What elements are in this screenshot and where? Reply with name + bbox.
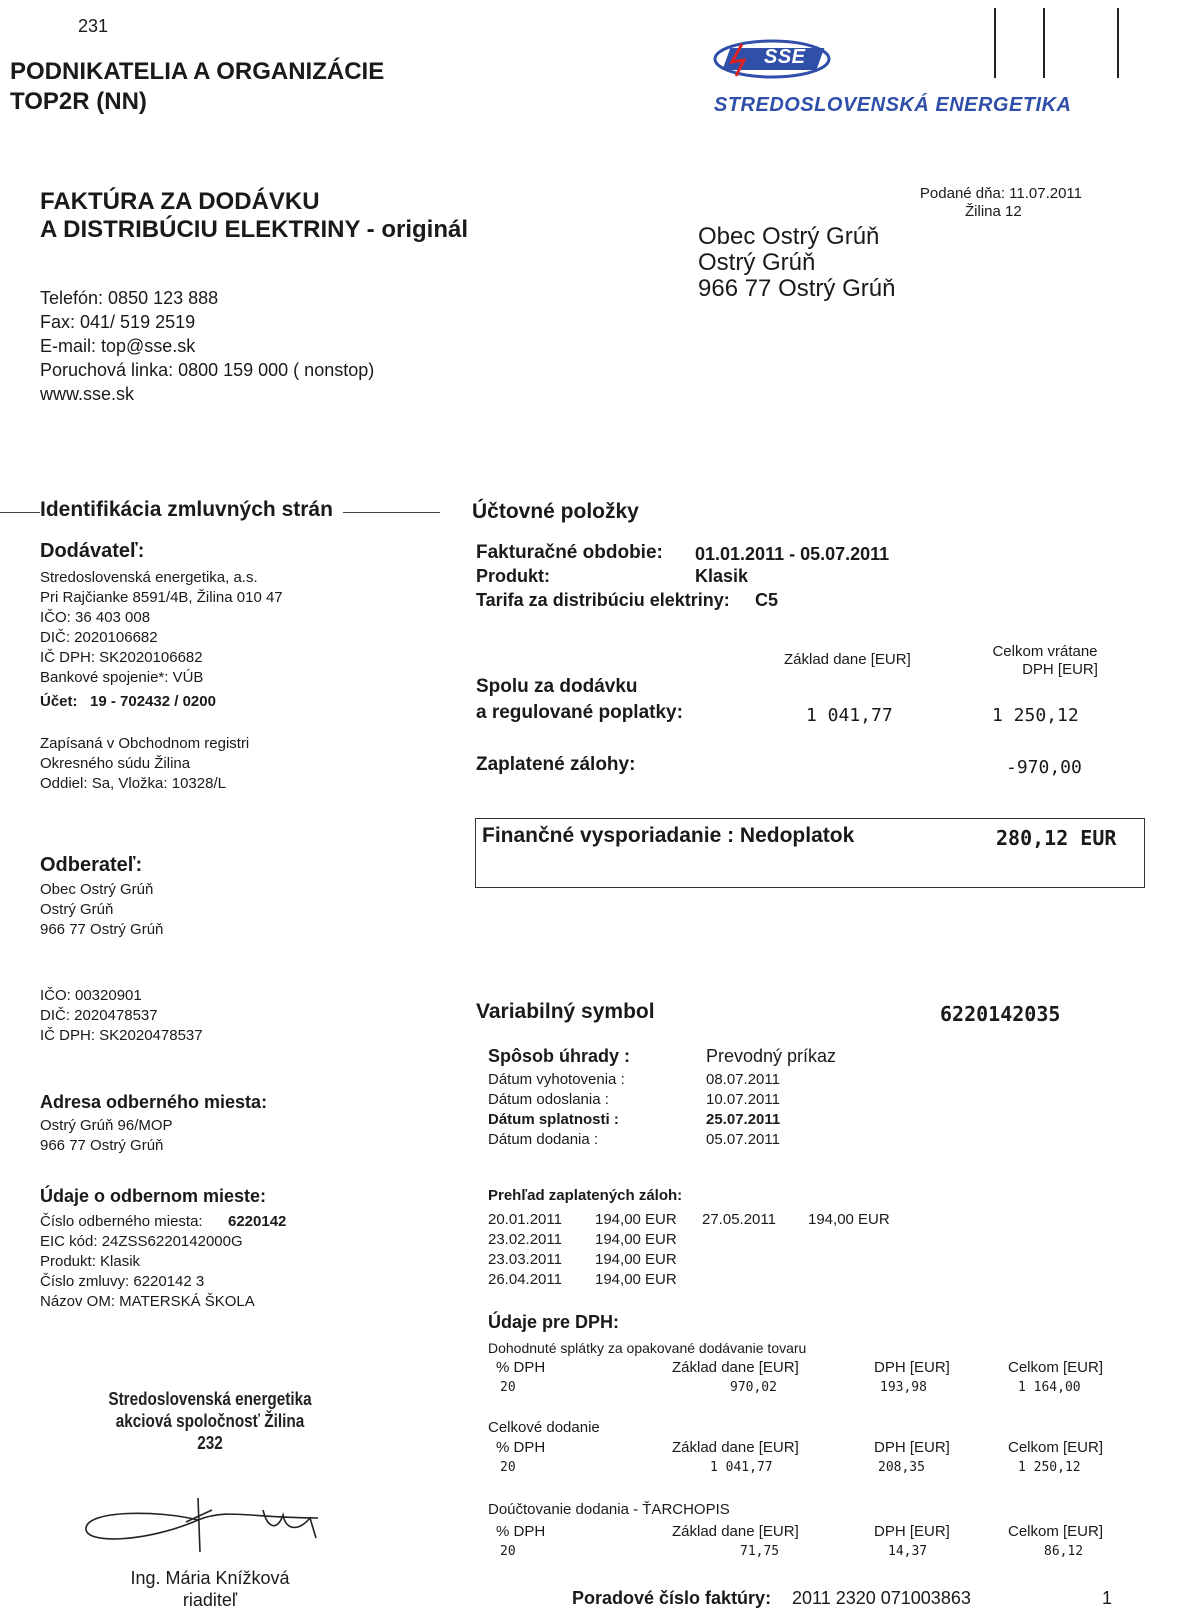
invoice-subtitle: A DISTRIBÚCIU ELEKTRINY - originál bbox=[40, 216, 469, 243]
account-label: Účet: bbox=[40, 693, 78, 710]
registry-line: Oddiel: Sa, Vložka: 10328/L bbox=[40, 775, 226, 792]
vat-total: 1 164,00 bbox=[1018, 1380, 1081, 1395]
site-details bbox=[40, 1232, 255, 1312]
customer-line: Obec Ostrý Grúň bbox=[40, 881, 154, 898]
signatory-name: Ing. Mária Knížková bbox=[130, 1568, 290, 1588]
sse-logo-letters: SSE bbox=[764, 46, 806, 68]
site-number-label: Číslo odberného miesta: bbox=[40, 1213, 203, 1230]
period-label: Fakturačné obdobie: bbox=[476, 542, 663, 563]
contact-email[interactable]: E-mail: top@sse.sk bbox=[40, 336, 196, 356]
product-label: Produkt: bbox=[476, 566, 550, 586]
method-value: Prevodný príkaz bbox=[706, 1046, 837, 1066]
vs-label: Variabilný symbol bbox=[476, 1000, 655, 1023]
vat-h-vat: DPH [EUR] bbox=[874, 1439, 950, 1456]
method-label: Spôsob úhrady : bbox=[488, 1046, 631, 1066]
vat-h-rate: % DPH bbox=[496, 1523, 546, 1540]
customer-details bbox=[40, 880, 163, 940]
page-number: 231 bbox=[78, 16, 109, 36]
invoice-title: FAKTÚRA ZA DODÁVKU bbox=[40, 188, 320, 215]
vat-vat: 14,37 bbox=[888, 1544, 928, 1559]
registry-line: Okresného súdu Žilina bbox=[40, 755, 191, 772]
vat-base: 970,02 bbox=[730, 1380, 777, 1395]
vat-rate: 20 bbox=[500, 1460, 516, 1475]
advance-amount: 194,00 EUR bbox=[808, 1211, 890, 1228]
segment-title: PODNIKATELIA A ORGANIZÁCIE bbox=[10, 58, 385, 85]
signature-image bbox=[78, 1490, 328, 1560]
contact-fax: Fax: 041/ 519 2519 bbox=[40, 312, 196, 332]
tariff-label: Tarifa za distribúciu elektriny: bbox=[476, 590, 730, 610]
vat-rate: 20 bbox=[500, 1380, 516, 1395]
signatory-role: riaditeľ bbox=[182, 1590, 238, 1610]
paid-label: Zaplatené zálohy: bbox=[476, 754, 636, 775]
scan-mark bbox=[1117, 8, 1119, 78]
advance-amount: 194,00 EUR bbox=[595, 1271, 677, 1288]
advances-heading: Prehľad zaplatených záloh: bbox=[488, 1187, 683, 1204]
product-value: Klasik bbox=[695, 566, 749, 586]
posted-place: Žilina 12 bbox=[965, 203, 1022, 220]
supplier-line: Stredoslovenská energetika, a.s. bbox=[40, 569, 258, 586]
contact-hotline: Poruchová linka: 0800 159 000 ( nonstop) bbox=[40, 360, 375, 380]
sent-value: 10.07.2011 bbox=[706, 1091, 780, 1108]
paid-value: -970,00 bbox=[1006, 757, 1082, 778]
vat-h-total: Celkom [EUR] bbox=[1008, 1523, 1104, 1540]
customer-line: 966 77 Ostrý Grúň bbox=[40, 921, 164, 938]
settlement-label: Finančné vysporiadanie : Nedoplatok bbox=[482, 824, 855, 847]
vat-rate: 20 bbox=[500, 1544, 516, 1559]
settlement-value: 280,12 EUR bbox=[996, 826, 1117, 850]
vat-total: 1 250,12 bbox=[1018, 1460, 1081, 1475]
supplier-line: Pri Rajčianke 8591/4B, Žilina 010 47 bbox=[40, 589, 283, 606]
supplier-heading: Dodávateľ: bbox=[40, 540, 145, 562]
vs-value: 6220142035 bbox=[940, 1002, 1061, 1026]
col-base-header: Základ dane [EUR] bbox=[784, 651, 911, 668]
vat-h-vat: DPH [EUR] bbox=[874, 1359, 950, 1376]
vat-base: 1 041,77 bbox=[710, 1460, 773, 1475]
brand-name: STREDOSLOVENSKÁ ENERGETIKA bbox=[714, 94, 1072, 116]
vat-h-base: Základ dane [EUR] bbox=[672, 1439, 799, 1456]
advance-date: 23.03.2011 bbox=[488, 1251, 562, 1268]
sum-label-2: a regulované poplatky: bbox=[476, 702, 683, 723]
identification-heading: Identifikácia zmluvných strán bbox=[40, 498, 343, 522]
contact-phone: Telefón: 0850 123 888 bbox=[40, 288, 219, 308]
sum-label-1: Spolu za dodávku bbox=[476, 676, 638, 697]
due-label: Dátum splatnosti : bbox=[488, 1111, 619, 1128]
site-line: Názov OM: MATERSKÁ ŠKOLA bbox=[40, 1293, 255, 1310]
vat-h-vat: DPH [EUR] bbox=[874, 1523, 950, 1540]
vat-section-title: Doúčtovanie dodania - ŤARCHOPIS bbox=[488, 1501, 730, 1518]
posted-date: Podané dňa: 11.07.2011 bbox=[919, 185, 1082, 202]
supply-address-heading: Adresa odberného miesta: bbox=[40, 1092, 268, 1112]
scan-mark bbox=[1043, 8, 1045, 78]
vat-h-base: Základ dane [EUR] bbox=[672, 1523, 799, 1540]
vat-base: 71,75 bbox=[740, 1544, 780, 1559]
vat-h-total: Celkom [EUR] bbox=[1008, 1359, 1104, 1376]
site-line: EIC kód: 24ZSS6220142000G bbox=[40, 1233, 243, 1250]
recipient-city: 966 77 Ostrý Grúň bbox=[698, 275, 896, 302]
site-heading: Údaje o odbernom mieste: bbox=[40, 1186, 267, 1206]
issued-label: Dátum vyhotovenia : bbox=[488, 1071, 625, 1088]
delivery-value: 05.07.2011 bbox=[706, 1131, 780, 1148]
stamp-line3: 232 bbox=[197, 1433, 223, 1453]
advance-amount: 194,00 EUR bbox=[595, 1211, 677, 1228]
stamp-line1: Stredoslovenská energetika bbox=[108, 1389, 312, 1409]
advance-amount: 194,00 EUR bbox=[595, 1251, 677, 1268]
vat-h-total: Celkom [EUR] bbox=[1008, 1439, 1104, 1456]
col-total-header-2: DPH [EUR] bbox=[1022, 661, 1098, 678]
customer-id-line: IČO: 00320901 bbox=[40, 987, 142, 1004]
vat-h-rate: % DPH bbox=[496, 1359, 546, 1376]
customer-id-line: IČ DPH: SK2020478537 bbox=[40, 1027, 203, 1044]
vat-section-title: Dohodnuté splátky za opakované dodávanie tovaru bbox=[488, 1340, 807, 1356]
vat-section-title: Celkové dodanie bbox=[488, 1419, 600, 1436]
delivery-label: Dátum dodania : bbox=[488, 1131, 599, 1148]
issued-value: 08.07.2011 bbox=[706, 1071, 780, 1088]
supply-address bbox=[40, 1116, 173, 1156]
vat-heading: Údaje pre DPH: bbox=[488, 1312, 620, 1332]
billing-heading: Účtovné položky bbox=[472, 500, 639, 523]
site-line: Číslo zmluvy: 6220142 3 bbox=[40, 1273, 205, 1290]
vat-h-rate: % DPH bbox=[496, 1439, 546, 1456]
account-value: 19 - 702432 / 0200 bbox=[90, 693, 216, 710]
advance-date: 20.01.2011 bbox=[488, 1211, 562, 1228]
vat-vat: 193,98 bbox=[880, 1380, 927, 1395]
invoice-number-label: Poradové číslo faktúry: bbox=[572, 1588, 772, 1608]
registry-line: Zapísaná v Obchodnom registri bbox=[40, 735, 250, 752]
supply-address-line: 966 77 Ostrý Grúň bbox=[40, 1137, 164, 1154]
vat-h-base: Základ dane [EUR] bbox=[672, 1359, 799, 1376]
vat-total: 86,12 bbox=[1044, 1544, 1084, 1559]
advance-date: 23.02.2011 bbox=[488, 1231, 562, 1248]
advance-date: 26.04.2011 bbox=[488, 1271, 562, 1288]
col-total-header-1: Celkom vrátane bbox=[992, 643, 1098, 660]
supplier-line: Bankové spojenie*: VÚB bbox=[40, 669, 204, 686]
period-value: 01.01.2011 - 05.07.2011 bbox=[695, 544, 890, 564]
recipient-street: Ostrý Grúň bbox=[698, 249, 816, 276]
supplier-line: IČ DPH: SK2020106682 bbox=[40, 649, 203, 666]
customer-id-line: DIČ: 2020478537 bbox=[40, 1007, 158, 1024]
registry-details bbox=[40, 734, 249, 794]
advance-amount: 194,00 EUR bbox=[595, 1231, 677, 1248]
supplier-line: IČO: 36 403 008 bbox=[40, 609, 151, 626]
invoice-number-value: 2011 2320 071003863 bbox=[792, 1588, 971, 1608]
customer-ids bbox=[40, 986, 203, 1046]
customer-line: Ostrý Grúň bbox=[40, 901, 114, 918]
sent-label: Dátum odoslania : bbox=[488, 1091, 609, 1108]
vat-vat: 208,35 bbox=[878, 1460, 925, 1475]
supplier-line: DIČ: 2020106682 bbox=[40, 629, 158, 646]
site-line: Produkt: Klasik bbox=[40, 1253, 141, 1270]
stamp-line2: akciová spoločnosť Žilina bbox=[115, 1411, 305, 1431]
customer-heading: Odberateľ: bbox=[40, 854, 143, 876]
supply-address-line: Ostrý Grúň 96/MOP bbox=[40, 1117, 173, 1134]
scan-mark bbox=[994, 8, 996, 78]
advance-date: 27.05.2011 bbox=[702, 1211, 776, 1228]
contact-web[interactable]: www.sse.sk bbox=[40, 384, 135, 404]
supplier-details bbox=[40, 568, 283, 688]
recipient-name: Obec Ostrý Grúň bbox=[698, 223, 880, 250]
sum-base: 1 041,77 bbox=[806, 705, 893, 726]
segment-subtitle: TOP2R (NN) bbox=[10, 88, 147, 115]
tariff-value: C5 bbox=[755, 590, 779, 610]
site-number-value: 6220142 bbox=[228, 1213, 287, 1230]
company-stamp bbox=[108, 1388, 312, 1454]
sse-logo bbox=[712, 38, 832, 80]
sum-total: 1 250,12 bbox=[992, 705, 1079, 726]
due-value: 25.07.2011 bbox=[706, 1111, 781, 1128]
footer-page-number: 1 bbox=[1102, 1588, 1113, 1608]
